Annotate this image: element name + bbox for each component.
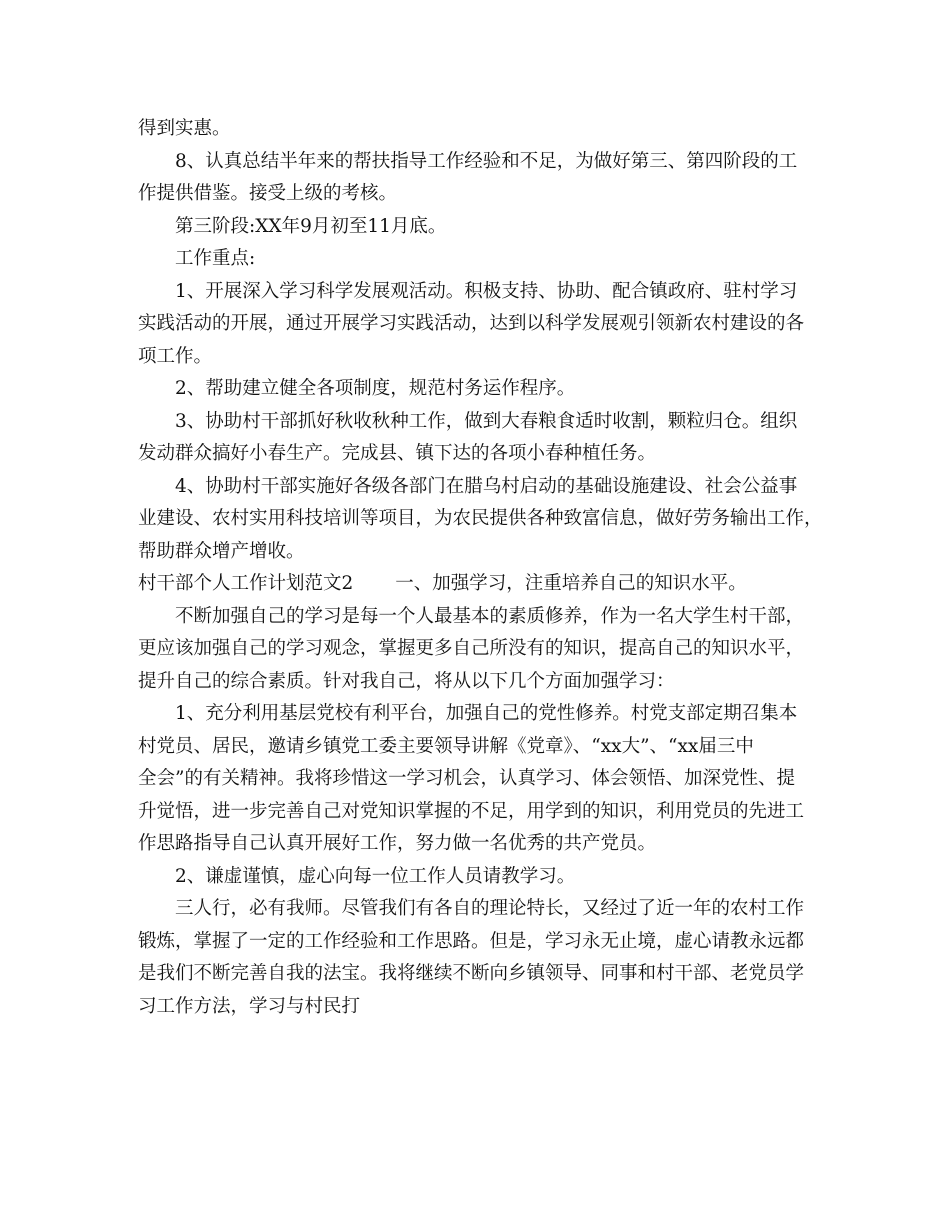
text-line: 不断加强自己的学习是每一个人最基本的素质修养，作为一名大学生村干部， — [175, 605, 805, 627]
text-line: 实践活动的开展，通过开展学习实践活动，达到以科学发展观引领新农村建设的各 — [138, 313, 805, 334]
text-line: 作思路指导自己认真开展好工作，努力做一名优秀的共产党员。 — [138, 833, 657, 854]
text-line: 锻炼，掌握了一定的工作经验和工作思路。但是，学习永无止境，虚心请教永远都 — [138, 930, 805, 952]
section-title: 村干部个人工作计划范文2 — [138, 573, 354, 594]
text-line: 1、开展深入学习科学发展观活动。积极支持、协助、配合镇政府、驻村学习 — [175, 280, 798, 302]
text-line: 2、谦虚谨慎，虚心向每一位工作人员请教学习。 — [175, 865, 576, 887]
text-line: 全会”的有关精神。我将珍惜这一学习机会，认真学习、体会领悟、加深党性、提 — [138, 768, 795, 789]
text-line: 8、认真总结半年来的帮扶指导工作经验和不足，为做好第三、第四阶段的工 — [175, 150, 798, 172]
document-body — [138, 113, 823, 1023]
section-first-point: 一、加强学习，注重培养自己的知识水平。 — [395, 573, 747, 594]
text-line: 升觉悟，进一步完善自己对党知识掌握的不足，用学到的知识，利用党员的先进工 — [138, 800, 805, 822]
text-line: 提升自己的综合素质。针对我自己，将从以下几个方面加强学习： — [138, 670, 675, 692]
text-line: 1、充分利用基层党校有利平台，加强自己的党性修养。村党支部定期召集本 — [175, 703, 798, 724]
text-line: 业建设、农村实用科技培训等项目，为农民提供各种致富信息，做好劳务输出工作， — [138, 508, 823, 529]
work-focus-heading: 工作重点: — [175, 248, 256, 269]
phase-heading: 第三阶段:XX年9月初至11月底。 — [175, 215, 447, 237]
text-line: 发动群众搞好小春生产。完成县、镇下达的各项小春种植任务。 — [138, 443, 657, 464]
section-title-line — [138, 568, 818, 601]
text-line: 项工作。 — [138, 345, 213, 367]
text-line: 村党员、居民，邀请乡镇党工委主要领导讲解《党章》、“xx大”、“xx届三中 — [138, 735, 754, 757]
text-line: 帮助群众增产增收。 — [138, 540, 305, 562]
text-line: 更应该加强自己的学习观念，掌握更多自己所没有的知识，提高自己的知识水平， — [138, 638, 805, 659]
text-line: 习工作方法，学习与村民打 — [138, 995, 361, 1017]
text-line: 得到实惠。 — [138, 118, 231, 139]
text-line: 是我们不断完善自我的法宝。我将继续不断向乡镇领导、同事和村干部、老党员学 — [138, 963, 805, 984]
text-line: 作提供借鉴。接受上级的考核。 — [138, 183, 398, 204]
text-line: 3、协助村干部抓好秋收秋种工作，做到大春粮食适时收割，颗粒归仓。组织 — [175, 410, 798, 432]
text-line: 4、协助村干部实施好各级各部门在腊乌村启动的基础设施建设、社会公益事 — [175, 475, 798, 497]
text-line: 2、帮助建立健全各项制度，规范村务运作程序。 — [175, 378, 576, 399]
text-line: 三人行，必有我师。尽管我们有各自的理论特长，又经过了近一年的农村工作 — [175, 898, 805, 919]
